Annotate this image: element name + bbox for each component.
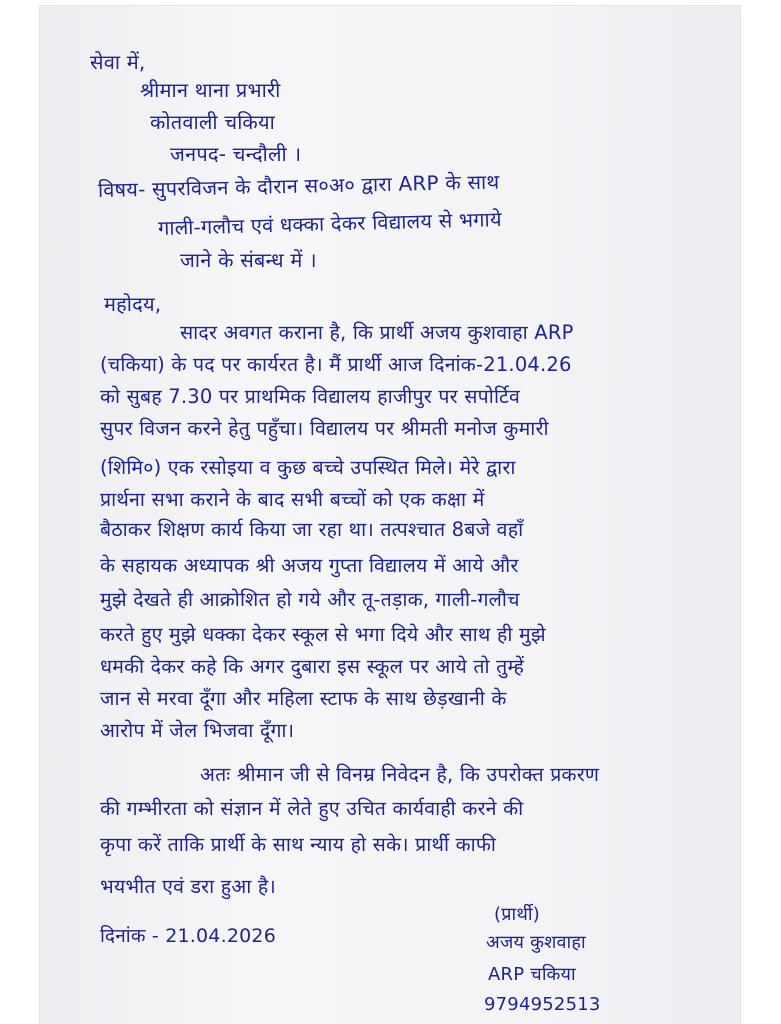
body-line: आरोप में जेल भिजवा दूँगा। (100, 719, 295, 742)
body-line: अतः श्रीमान जी से विनम्र निवेदन है, कि उपरोक्त प्रकरण (200, 763, 600, 786)
recipient-line: जनपद- चन्दौली । (170, 142, 302, 166)
body-line: सादर अवगत कराना है, कि प्रार्थी अजय कुशवाहा ARP (180, 321, 574, 344)
body-line: मुझे देखते ही आक्रोशित हो गये और तू-तड़ाक, गाली-गलौच (100, 588, 520, 611)
body-line: करते हुए मुझे धक्का देकर स्कूल से भगा दिये और साथ ही मुझे (100, 623, 546, 646)
body-line: धमकी देकर कहे कि अगर दुबारा इस स्कूल पर आये तो तुम्हें (100, 655, 525, 678)
body-line: कृपा करें ताकि प्रार्थी के साथ न्याय हो सके। प्रार्थी काफी (100, 833, 497, 856)
body-line: (शिमि०) एक रसोइया व कुछ बच्चे उपस्थित मिले। मेरे द्वारा (100, 456, 516, 479)
body-line: के सहायक अध्यापक श्री अजय गुप्ता विद्यालय में आये और (100, 554, 519, 577)
body-line: प्रार्थना सभा कराने के बाद सभी बच्चों को एक कक्षा में (100, 488, 485, 511)
signature-name: अजय कुशवाहा (486, 932, 586, 953)
signature-label: (प्रार्थी) (494, 904, 540, 925)
recipient-line: श्रीमान थाना प्रभारी (140, 78, 281, 102)
body-line: जान से मरवा दूँगा और महिला स्टाफ के साथ छेड़खानी के (100, 687, 507, 710)
body-line: भयभीत एवं डरा हुआ है। (100, 875, 276, 898)
letter-date: दिनांक - 21.04.2026 (100, 925, 276, 947)
body-line: की गम्भीरता को संज्ञान में लेते हुए उचित कार्यवाही करने की (100, 797, 524, 820)
body-line: सुपर विजन करने हेतु पहुँचा। विद्यालय पर श्रीमती मनोज कुमारी (100, 417, 549, 440)
body-line: बैठाकर शिक्षण कार्य किया जा रहा था। तत्पश्चात 8बजे वहाँ (100, 518, 524, 541)
signature-designation: ARP चकिया (488, 964, 576, 985)
subject-line: जाने के संबन्ध में । (180, 248, 317, 272)
body-line: को सुबह 7.30 पर प्राथमिक विद्यालय हाजीपुर पर सपोर्टिव (100, 385, 521, 408)
signature-phone: 9794952513 (484, 994, 601, 1015)
greeting: महोदय, (104, 292, 162, 316)
subject-line: विषय- सुपरविजन के दौरान स०अ० द्वारा ARP के साथ (97, 169, 500, 202)
salutation: सेवा में, (90, 50, 146, 74)
subject-line: गाली-गलौच एवं धक्का देकर विद्यालय से भगाये (157, 207, 502, 240)
body-line: (चकिया) के पद पर कार्यरत है। मैं प्रार्थी आज दिनांक-21.04.26 (100, 353, 572, 376)
recipient-line: कोतवाली चकिया (150, 110, 275, 134)
